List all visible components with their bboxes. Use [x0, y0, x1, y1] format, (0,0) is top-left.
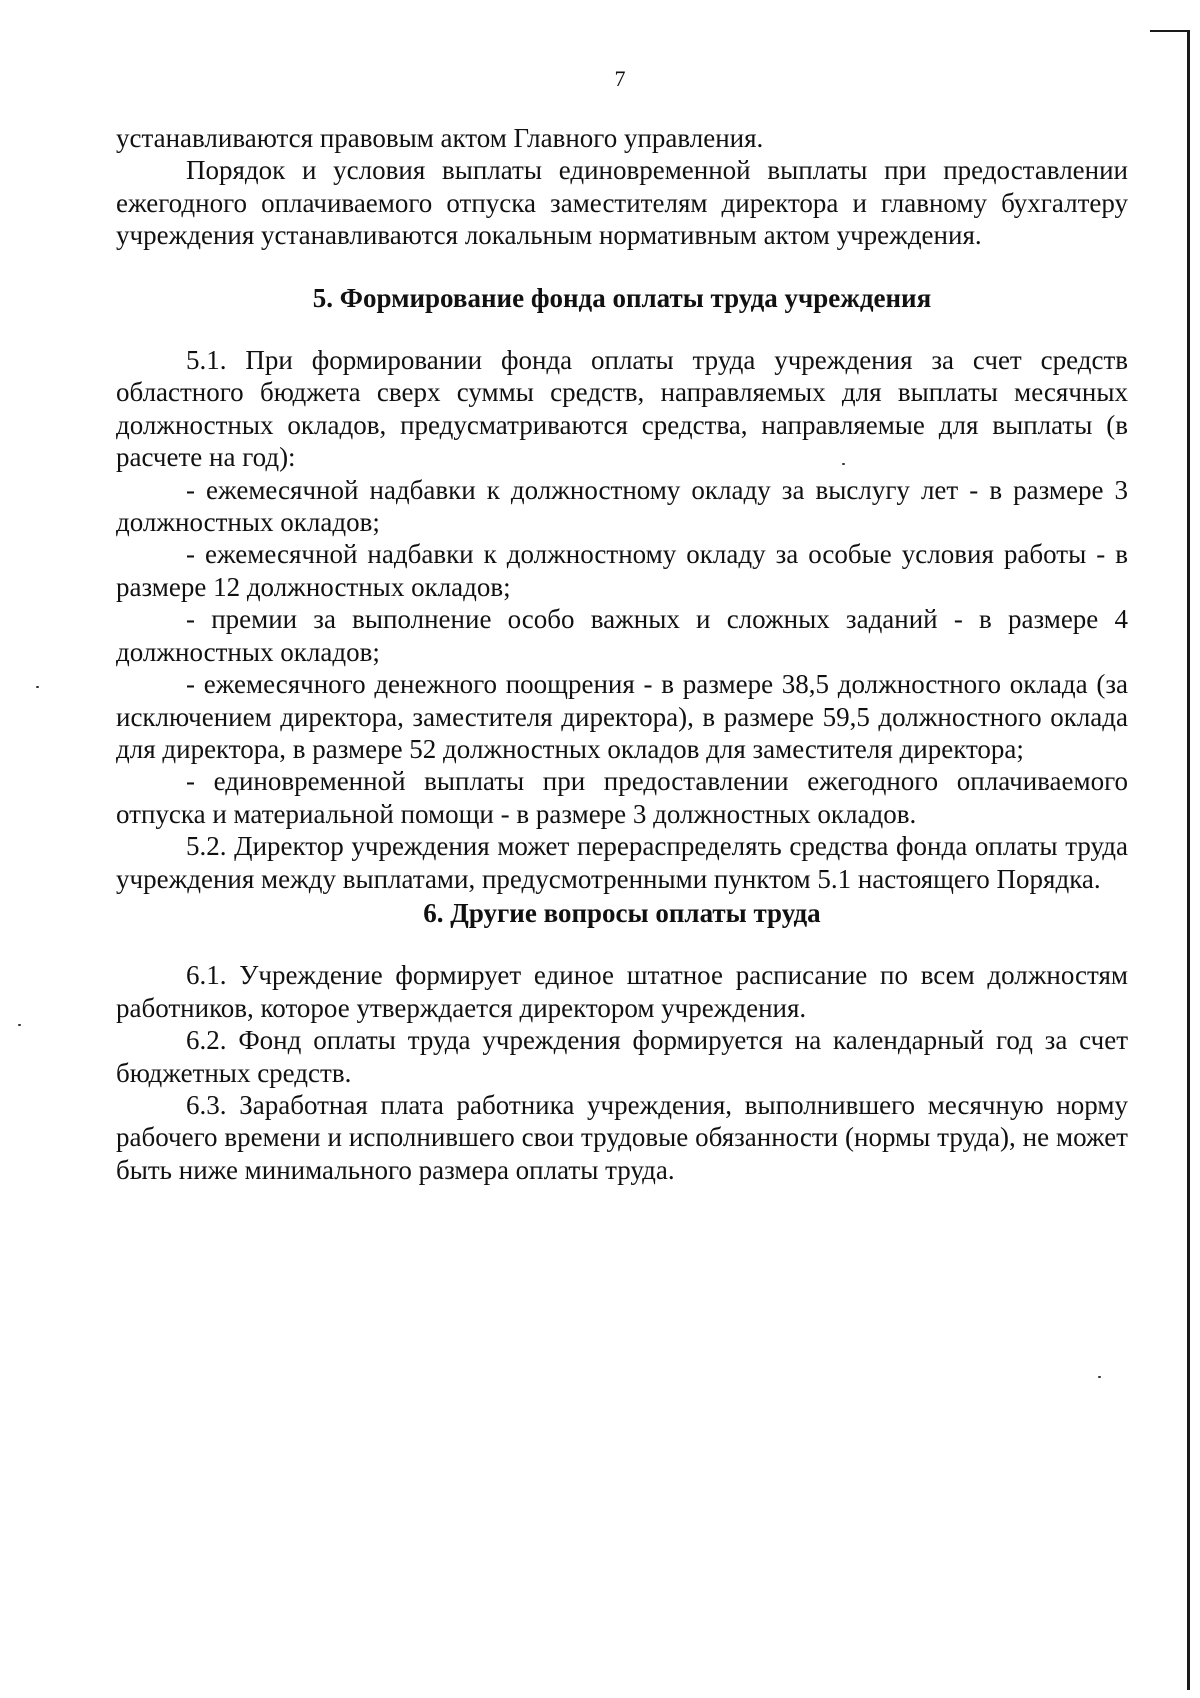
list-item: - ежемесячной надбавки к должностному окладу за выслугу лет - в размере 3 должностных окладов; — [116, 474, 1128, 538]
list-item: - ежемесячного денежного поощрения - в размере 38,5 должностного оклада (за исключением директора, заместителя директора), в размере 59,5 должностного оклада для директора, в размере 52 должностных окладов для заместителя директора; — [116, 669, 1128, 764]
scan-speck — [36, 686, 39, 688]
list-item: - единовременной выплаты при предоставлении ежегодного оплачиваемого отпуска и материальной помощи - в размере 3 должностных окладов. — [116, 766, 1128, 829]
section-6-paragraph-1: 6.1. Учреждение формирует единое штатное расписание по всем должностям работников, которое утверждается директором учреждения. — [116, 960, 1128, 1023]
scan-speck — [18, 1024, 21, 1026]
intro-paragraph-1: устанавливаются правовым актом Главного управления. — [116, 123, 764, 153]
section-5-paragraph-1: 5.1. При формировании фонда оплаты труда учреждения за счет средств областного бюджета сверх суммы средств, направляемых для выплаты месячных должностных окладов, предусматриваются средства, направляемые для выплаты (в расчете на год): — [116, 345, 1128, 473]
scan-edge-right — [1187, 30, 1190, 1690]
document-body — [116, 122, 1128, 1186]
intro-paragraph-2: Порядок и условия выплаты единовременной выплаты при предоставлении ежегодного оплачиваемого отпуска заместителям директора и главному бухгалтеру учреждения устанавливаются локальным нормативным актом учреждения. — [116, 155, 1128, 251]
section-6-heading: 6. Другие вопросы оплаты труда — [423, 897, 821, 928]
list-item: - ежемесячной надбавки к должностному окладу за особые условия работы - в размере 12 должностных окладов; — [116, 539, 1128, 602]
section-5-paragraph-2: 5.2. Директор учреждения может перераспределять средства фонда оплаты труда учреждения между выплатами, предусмотренными пунктом 5.1 настоящего Порядка. — [116, 831, 1128, 894]
section-5-heading: 5. Формирование фонда оплаты труда учреждения — [312, 282, 932, 313]
scan-edge-top — [1150, 30, 1190, 32]
page-number: 7 — [614, 66, 626, 91]
section-6-paragraph-2: 6.2. Фонд оплаты труда учреждения формируется на календарный год за счет бюджетных средств. — [116, 1025, 1128, 1088]
section-6-paragraph-3: 6.3. Заработная плата работника учреждения, выполнившего месячную норму рабочего времени и исполнившего свои трудовые обязанности (нормы труда), не может быть ниже минимального размера оплаты труда. — [116, 1089, 1128, 1185]
list-item: - премии за выполнение особо важных и сложных заданий - в размере 4 должностных окладов; — [116, 604, 1128, 667]
scan-speck — [1098, 1376, 1101, 1378]
